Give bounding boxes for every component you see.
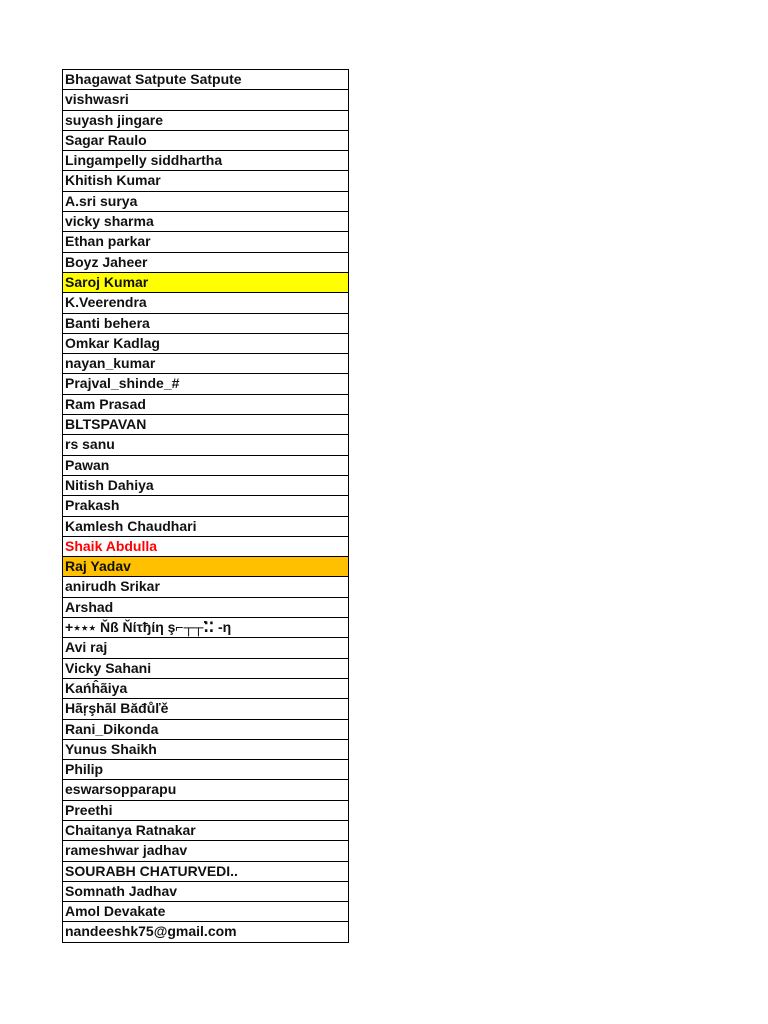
- table-row[interactable]: Khitish Kumar: [63, 171, 348, 191]
- table-row[interactable]: suyash jingare: [63, 111, 348, 131]
- table-row[interactable]: Shaik Abdulla: [63, 537, 348, 557]
- table-row[interactable]: rs sanu: [63, 435, 348, 455]
- table-row[interactable]: K.Veerendra: [63, 293, 348, 313]
- table-row[interactable]: Bhagawat Satpute Satpute: [63, 70, 348, 90]
- table-row[interactable]: vicky sharma: [63, 212, 348, 232]
- table-row[interactable]: Hãŗşhãl Băđůľě: [63, 699, 348, 719]
- table-row[interactable]: eswarsopparapu: [63, 780, 348, 800]
- table-row[interactable]: Avi raj: [63, 638, 348, 658]
- table-row[interactable]: anirudh Srikar: [63, 577, 348, 597]
- table-row[interactable]: Ethan parkar: [63, 232, 348, 252]
- table-row[interactable]: Saroj Kumar: [63, 273, 348, 293]
- table-row[interactable]: Omkar Kadlag: [63, 334, 348, 354]
- table-row[interactable]: Arshad: [63, 598, 348, 618]
- table-row[interactable]: Philip: [63, 760, 348, 780]
- table-row[interactable]: SOURABH CHATURVEDI..: [63, 862, 348, 882]
- table-row[interactable]: Sagar Raulo: [63, 131, 348, 151]
- table-row[interactable]: Somnath Jadhav: [63, 882, 348, 902]
- table-row[interactable]: Nitish Dahiya: [63, 476, 348, 496]
- table-row[interactable]: +٭٭٭ Ňß Ňίτђίη ş⌐┬┬⁚̇⁚ -η: [63, 618, 348, 638]
- table-row[interactable]: Ram Prasad: [63, 395, 348, 415]
- table-row[interactable]: Pawan: [63, 456, 348, 476]
- table-row[interactable]: BLTSPAVAN: [63, 415, 348, 435]
- table-row[interactable]: vishwasri: [63, 90, 348, 110]
- table-row[interactable]: nayan_kumar: [63, 354, 348, 374]
- table-row[interactable]: Prajval_shinde_#: [63, 374, 348, 394]
- table-row[interactable]: nandeeshk75@gmail.com: [63, 922, 348, 942]
- table-row[interactable]: Raj Yadav: [63, 557, 348, 577]
- table-row[interactable]: Kamlesh Chaudhari: [63, 517, 348, 537]
- table-row[interactable]: Lingampelly siddhartha: [63, 151, 348, 171]
- table-row[interactable]: A.sri surya: [63, 192, 348, 212]
- name-list-table: [62, 69, 349, 943]
- table-row[interactable]: Prakash: [63, 496, 348, 516]
- table-row[interactable]: Kańĥãiya: [63, 679, 348, 699]
- table-row[interactable]: Amol Devakate: [63, 902, 348, 922]
- table-row[interactable]: Banti behera: [63, 314, 348, 334]
- table-row[interactable]: rameshwar jadhav: [63, 841, 348, 861]
- table-row[interactable]: Yunus Shaikh: [63, 740, 348, 760]
- table-row[interactable]: Vicky Sahani: [63, 659, 348, 679]
- table-row[interactable]: Rani_Dikonda: [63, 720, 348, 740]
- table-row[interactable]: Chaitanya Ratnakar: [63, 821, 348, 841]
- table-row[interactable]: Preethi: [63, 801, 348, 821]
- table-row[interactable]: Boyz Jaheer: [63, 253, 348, 273]
